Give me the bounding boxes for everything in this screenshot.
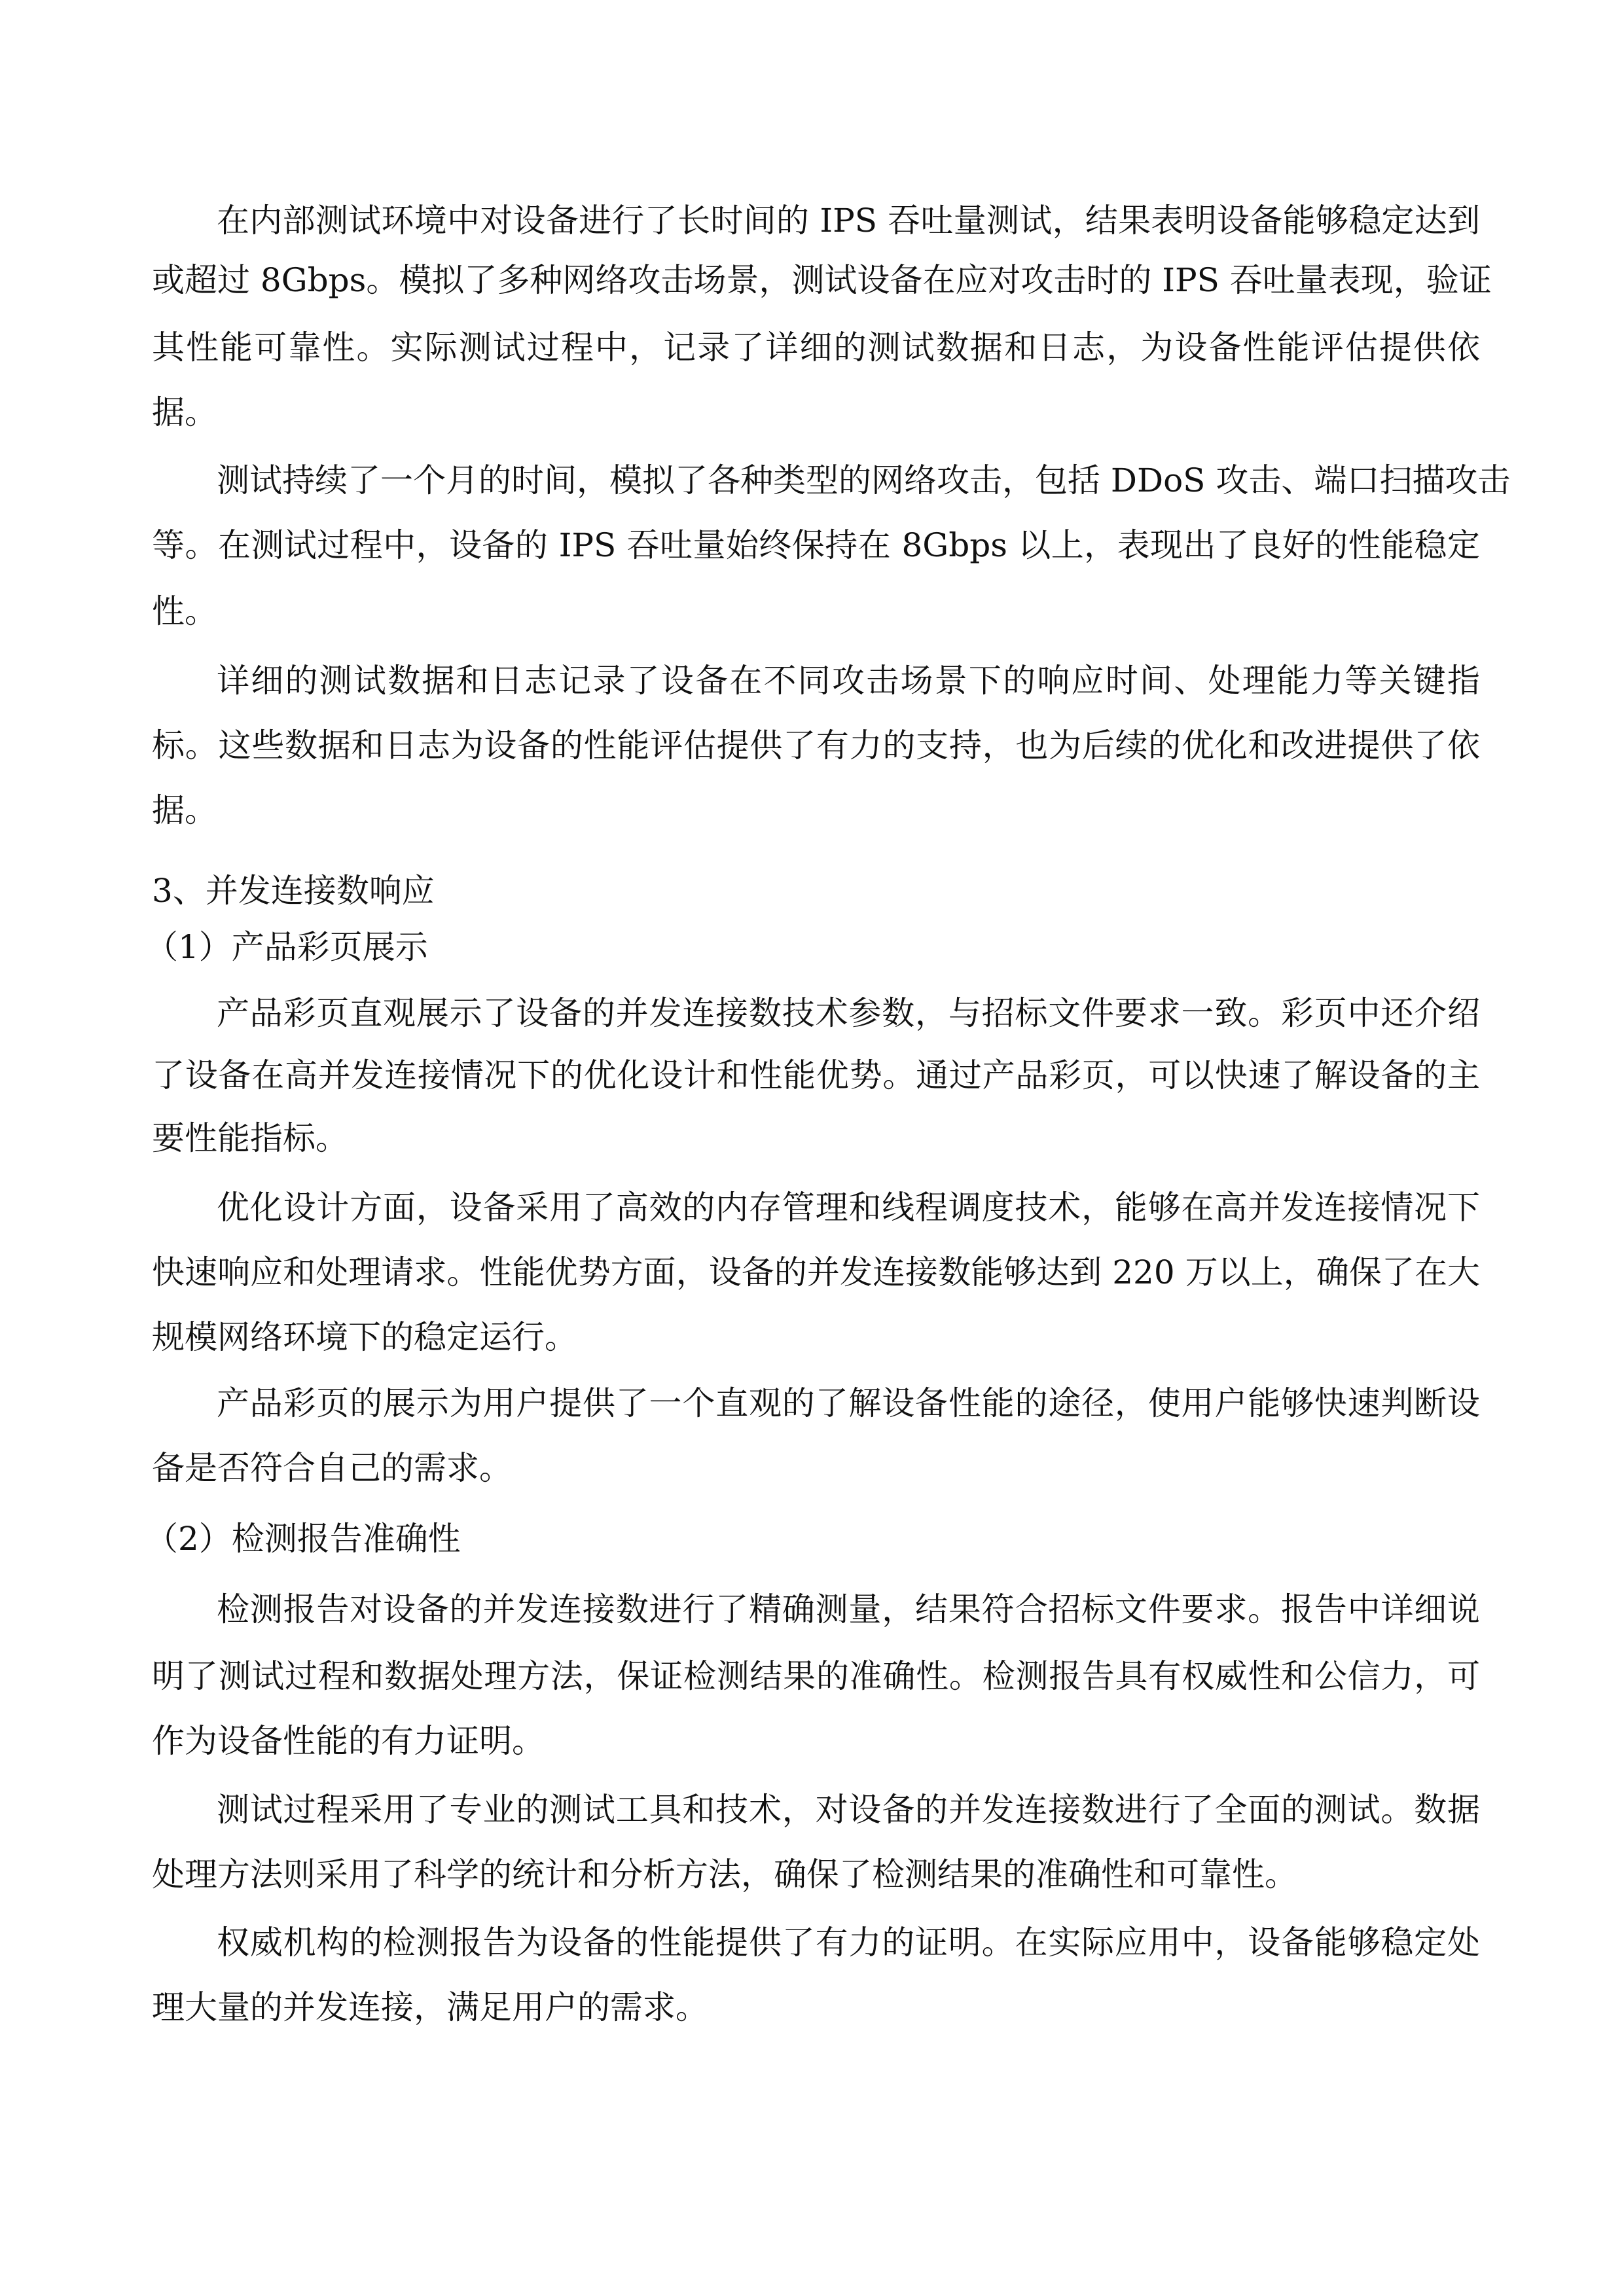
paragraph-line: 据。 [152, 393, 217, 431]
paragraph-line: 其性能可靠性。实际测试过程中，记录了详细的测试数据和日志，为设备性能评估提供依 [152, 329, 1480, 367]
paragraph-line: 标。这些数据和日志为设备的性能评估提供了有力的支持，也为后续的优化和改进提供了依 [152, 726, 1480, 764]
subsection-heading: （2）检测报告准确性 [145, 1520, 461, 1558]
paragraph-line: 或超过 8Gbps。模拟了多种网络攻击场景，测试设备在应对攻击时的 IPS 吞吐量表现，验证 [152, 261, 1492, 299]
paragraph-line: 等。在测试过程中，设备的 IPS 吞吐量始终保持在 8Gbps 以上，表现出了良好的性能稳定 [152, 526, 1480, 564]
paragraph-line: 快速响应和处理请求。性能优势方面，设备的并发连接数能够达到 220 万以上，确保了在大 [152, 1253, 1480, 1291]
paragraph-line: 检测报告对设备的并发连接数进行了精确测量，结果符合招标文件要求。报告中详细说 [217, 1590, 1480, 1628]
paragraph-line: 处理方法则采用了科学的统计和分析方法，确保了检测结果的准确性和可靠性。 [152, 1856, 1297, 1893]
paragraph-line: 要性能指标。 [152, 1119, 348, 1157]
paragraph-line: 据。 [152, 791, 217, 829]
paragraph-line: 测试过程采用了专业的测试工具和技术，对设备的并发连接数进行了全面的测试。数据 [217, 1791, 1480, 1829]
subsection-heading: （1）产品彩页展示 [145, 928, 428, 966]
paragraph-line: 产品彩页的展示为用户提供了一个直观的了解设备性能的途径，使用户能够快速判断设 [217, 1384, 1480, 1422]
section-heading: 3、并发连接数响应 [152, 872, 435, 910]
paragraph-line: 产品彩页直观展示了设备的并发连接数技术参数，与招标文件要求一致。彩页中还介绍 [217, 994, 1480, 1032]
paragraph-line: 理大量的并发连接，满足用户的需求。 [152, 1988, 708, 2026]
paragraph-line: 优化设计方面，设备采用了高效的内存管理和线程调度技术，能够在高并发连接情况下 [217, 1189, 1480, 1227]
paragraph-line: 作为设备性能的有力证明。 [152, 1722, 545, 1760]
paragraph-line: 备是否符合自己的需求。 [152, 1449, 512, 1487]
paragraph-line: 在内部测试环境中对设备进行了长时间的 IPS 吞吐量测试，结果表明设备能够稳定达到 [217, 202, 1480, 240]
paragraph-line: 权威机构的检测报告为设备的性能提供了有力的证明。在实际应用中，设备能够稳定处 [217, 1924, 1480, 1962]
paragraph-line: 测试持续了一个月的时间，模拟了各种类型的网络攻击，包括 DDoS 攻击、端口扫描攻击 [217, 461, 1511, 499]
paragraph-line: 规模网络环境下的稳定运行。 [152, 1318, 577, 1356]
paragraph-line: 性。 [152, 592, 217, 630]
paragraph-line: 详细的测试数据和日志记录了设备在不同攻击场景下的响应时间、处理能力等关键指 [217, 662, 1480, 700]
paragraph-line: 了设备在高并发连接情况下的优化设计和性能优势。通过产品彩页，可以快速了解设备的主 [152, 1056, 1480, 1094]
paragraph-line: 明了测试过程和数据处理方法，保证检测结果的准确性。检测报告具有权威性和公信力，可 [152, 1657, 1480, 1695]
